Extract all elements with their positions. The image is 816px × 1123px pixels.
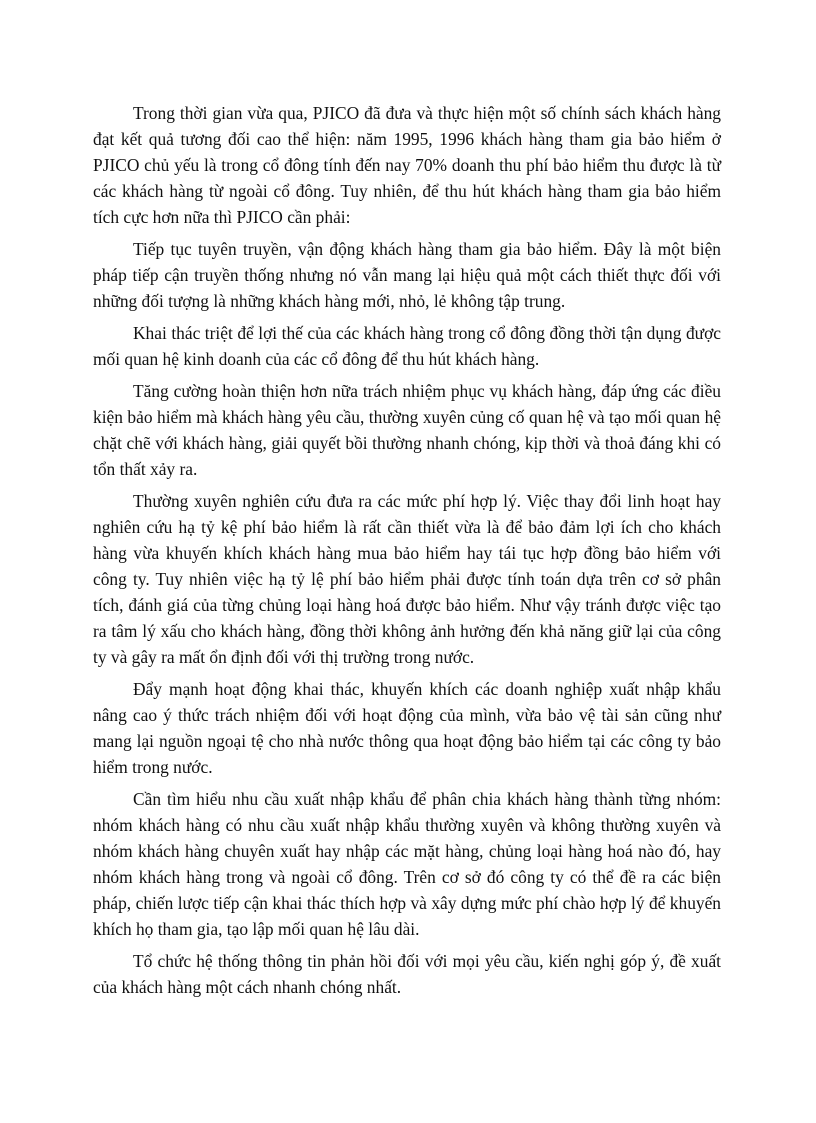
- paragraph-intro: Trong thời gian vừa qua, PJICO đã đưa và thực hiện một số chính sách khách hàng đạt kết quả tương đối cao thể hiện: năm 1995, 1996 khách hàng tham gia bảo hiểm ở PJICO chủ yếu là trong cổ đông tính đến nay 70% doanh thu phí bảo hiểm thu được là từ các khách hàng từ ngoài cổ đông. Tuy nhiên, để thu hút khách hàng tham gia bảo hiểm tích cực hơn nữa thì PJICO cần phải:: [93, 103, 721, 227]
- paragraph-customer-groups: Cần tìm hiểu nhu cầu xuất nhập khẩu để phân chia khách hàng thành từng nhóm: nhóm khách hàng có nhu cầu xuất nhập khẩu thường xuyên và không thường xuyên và nhóm khách hàng chuyên xuất hay nhập các mặt hàng, chủng loại hàng hoá nào đó, hay nhóm khách hàng trong và ngoài cổ đông. Trên cơ sở đó công ty có thể đề ra các biện pháp, chiến lược tiếp cận khai thác thích hợp và xây dựng mức phí chào hợp lý để khuyến khích họ tham gia, tạo lập mối quan hệ lâu dài.: [93, 789, 721, 939]
- paragraph-premium-rates: Thường xuyên nghiên cứu đưa ra các mức phí hợp lý. Việc thay đổi linh hoạt hay nghiên cứu hạ tỷ kệ phí bảo hiểm là rất cần thiết vừa là để bảo đảm lợi ích cho khách hàng vừa khuyến khích khách hàng mua bảo hiểm hay tái tục hợp đồng bảo hiểm với công ty. Tuy nhiên việc hạ tỷ lệ phí bảo hiểm phải được tính toán dựa trên cơ sở phân tích, đánh giá của từng chủng loại hàng hoá được bảo hiểm. Như vậy tránh được việc tạo ra tâm lý xấu cho khách hàng, đồng thời không ảnh hưởng đến khả năng giữ lại của công ty và gây ra mất ổn định đối với thị trường trong nước.: [93, 491, 721, 667]
- paragraph-shareholders: Khai thác triệt để lợi thế của các khách hàng trong cổ đông đồng thời tận dụng được mối quan hệ kinh doanh của các cổ đông để thu hút khách hàng.: [93, 323, 721, 369]
- paragraph-feedback: Tổ chức hệ thống thông tin phản hồi đối với mọi yêu cầu, kiến nghị góp ý, đề xuất của khách hàng một cách nhanh chóng nhất.: [93, 951, 721, 997]
- document-page: [93, 100, 721, 1006]
- paragraph-exploitation: Đẩy mạnh hoạt động khai thác, khuyến khích các doanh nghiệp xuất nhập khẩu nâng cao ý thức trách nhiệm đối với hoạt động của mình, vừa bảo vệ tài sản cũng như mang lại nguồn ngoại tệ cho nhà nước thông qua hoạt động bảo hiểm tại các công ty bảo hiểm trong nước.: [93, 679, 721, 777]
- paragraph-promotion: Tiếp tục tuyên truyền, vận động khách hàng tham gia bảo hiểm. Đây là một biện pháp tiếp cận truyền thống nhưng nó vẫn mang lại hiệu quả một cách thiết thực đối với những đối tượng là những khách hàng mới, nhỏ, lẻ không tập trung.: [93, 239, 721, 311]
- paragraph-service: Tăng cường hoàn thiện hơn nữa trách nhiệm phục vụ khách hàng, đáp ứng các điều kiện bảo hiểm mà khách hàng yêu cầu, thường xuyên củng cố quan hệ và tạo mối quan hệ chặt chẽ với khách hàng, giải quyết bồi thường nhanh chóng, kịp thời và thoả đáng khi có tổn thất xảy ra.: [93, 381, 721, 479]
